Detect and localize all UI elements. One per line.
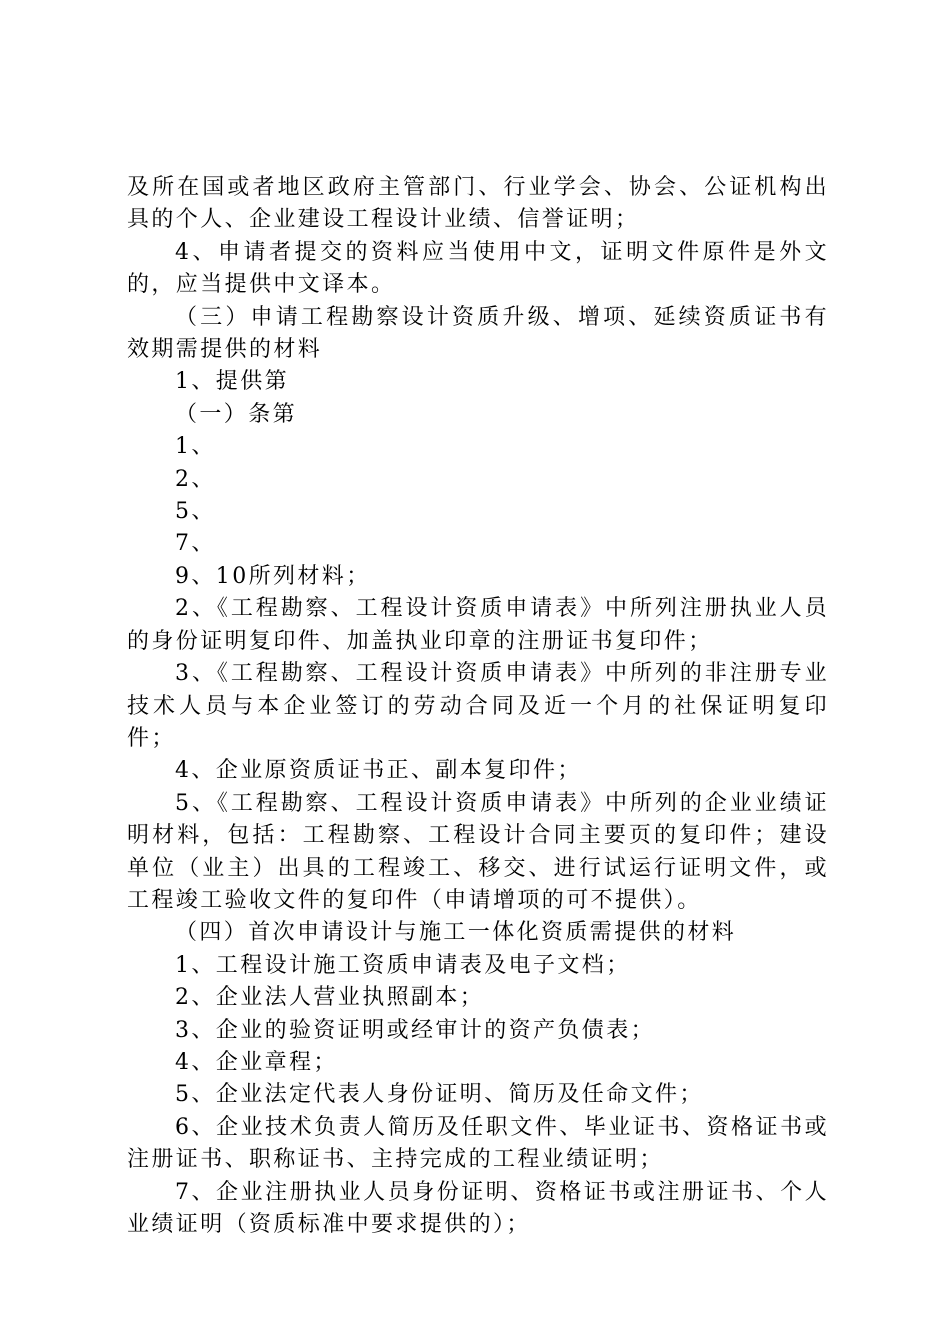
paragraph: 1、 xyxy=(175,434,216,460)
paragraph: 2、企业法人营业执照副本； xyxy=(175,985,485,1011)
paragraph: 及所在国或者地区政府主管部门、行业学会、协会、公证机构出具的个人、企业建设工程设计业绩、信誉证明； xyxy=(127,175,829,233)
paragraph: 2、《工程勘察、工程设计资质申请表》中所列注册执业人员的身份证明复印件、加盖执业印章的注册证书复印件； xyxy=(127,596,829,654)
paragraph: 4、企业章程； xyxy=(175,1049,338,1075)
section-heading: （三）申请工程勘察设计资质升级、增项、延续资质证书有效期需提供的材料 xyxy=(127,304,829,363)
section-heading: （四）首次申请设计与施工一体化资质需提供的材料 xyxy=(175,920,737,946)
paragraph: 2、 xyxy=(175,466,216,492)
paragraph: （一）条第 xyxy=(175,401,298,427)
paragraph: 5、企业法定代表人身份证明、简历及任命文件； xyxy=(175,1082,704,1108)
paragraph: 7、企业注册执业人员身份证明、资格证书或注册证书、个人业绩证明（资质标准中要求提供的）； xyxy=(127,1179,829,1237)
paragraph: 6、企业技术负责人简历及任职文件、毕业证书、资格证书或注册证书、职称证书、主持完成的工程业绩证明； xyxy=(127,1114,829,1173)
paragraph: 9、10所列材料； xyxy=(175,563,371,589)
paragraph: 3、企业的验资证明或经审计的资产负债表； xyxy=(175,1017,655,1043)
document-body xyxy=(127,172,829,1241)
paragraph: 4、企业原资质证书正、副本复印件； xyxy=(175,758,582,784)
paragraph: 3、《工程勘察、工程设计资质申请表》中所列的非注册专业技术人员与本企业签订的劳动合同及近一个月的社保证明复印件； xyxy=(127,661,829,751)
paragraph: 1、工程设计施工资质申请表及电子文档； xyxy=(175,952,631,978)
paragraph: 4、申请者提交的资料应当使用中文，证明文件原件是外文的，应当提供中文译本。 xyxy=(127,239,829,298)
paragraph: 7、 xyxy=(175,531,216,557)
paragraph: 1、提供第 xyxy=(175,369,289,395)
paragraph: 5、 xyxy=(175,499,216,525)
paragraph: 5、《工程勘察、工程设计资质申请表》中所列的企业业绩证明材料，包括：工程勘察、工程设计合同主要页的复印件；建设单位（业主）出具的工程竣工、移交、进行试运行证明文件，或工程竣工验收文件的复印件（申请增项的可不提供）。 xyxy=(127,790,829,913)
